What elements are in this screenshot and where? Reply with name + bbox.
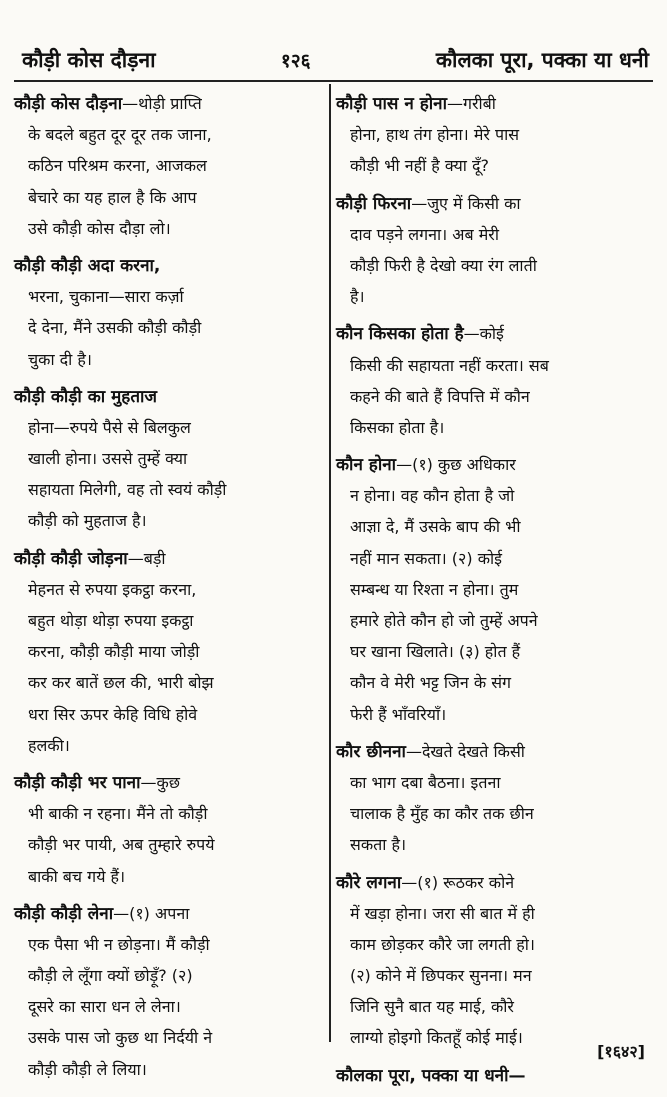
entry-definition-line: मेहनत से रुपया इकट्ठा करना, bbox=[28, 579, 197, 599]
entry-definition-line: घर खाना खिलाते। (३) होत हैं bbox=[350, 642, 521, 662]
entry-definition-line: कौड़ी फिरी है देखो क्या रंग लाती bbox=[350, 255, 537, 275]
entry-first-line bbox=[336, 88, 654, 119]
entry-definition-line: सम्बन्ध या रिश्ता न होना। तुम bbox=[350, 579, 519, 599]
entry-definition-line: सकता है। bbox=[350, 835, 407, 855]
entry-definition-line: कौड़ी भी नहीं है क्या दूँ? bbox=[350, 156, 489, 176]
entry-definition-line: का भाग दबा बैठना। इतना bbox=[350, 772, 501, 792]
entry-headword: कौड़ी कौड़ी का मुहताज bbox=[14, 386, 158, 407]
entry-definition-start: —कुछ bbox=[140, 772, 180, 792]
entry-definition-line: भरना, चुकाना—सारा कर्ज़ा bbox=[28, 287, 184, 307]
header-left-guideword: कौड़ी कोस दौड़ना bbox=[22, 48, 156, 72]
entry-headword: कौड़ी कौड़ी अदा करना, bbox=[14, 255, 161, 276]
dictionary-entry bbox=[336, 449, 654, 730]
dictionary-entry bbox=[336, 88, 654, 182]
entry-headword: कौन होना bbox=[336, 455, 397, 476]
entry-definition-line: में खड़ा होना। जरा सी बात में ही bbox=[350, 903, 535, 923]
entry-definition-line: उसके पास जो कुछ था निर्दयी ने bbox=[28, 1028, 213, 1048]
entry-definition-line: चालाक है मुँह का कौर तक छीन bbox=[350, 804, 534, 824]
entry-definition-line: उसे कौड़ी कोस दौड़ा लो। bbox=[28, 218, 171, 238]
entry-headword: कौन किसका होता है bbox=[336, 324, 464, 345]
entry-definition-line: न होना। वह कौन होता है जो bbox=[350, 486, 515, 506]
entry-definition-line: खाली होना। उससे तुम्हें क्या bbox=[28, 449, 188, 469]
entry-first-line bbox=[336, 1060, 654, 1091]
entry-definition-line: कौड़ी कौड़ी ले लिया। bbox=[28, 1059, 147, 1079]
entry-first-line bbox=[14, 250, 328, 281]
entry-definition-start: —बड़ी bbox=[127, 548, 166, 568]
entry-headword: कौड़ी कौड़ी जोड़ना bbox=[14, 548, 128, 569]
entry-first-line bbox=[336, 867, 654, 898]
entry-definition-line: हलकी। bbox=[28, 735, 70, 755]
entry-headword: कौलका पूरा, पक्का या धनी— bbox=[336, 1065, 526, 1086]
entry-definition-line: (२) कोने में छिपकर सुनना। मन bbox=[350, 966, 532, 986]
entry-definition-line: काम छोड़कर कौरे जा लगती हो। bbox=[350, 934, 535, 954]
entry-definition-start: —गरीबी bbox=[446, 94, 496, 113]
entry-definition-line: दे देना, मैंने उसकी कौड़ी कौड़ी bbox=[28, 318, 202, 338]
entry-definition-line: कहने की बाते हैं विपत्ति में कौन bbox=[350, 386, 530, 406]
entry-headword: कौड़ी कोस दौड़ना bbox=[14, 94, 123, 114]
dictionary-entry bbox=[14, 381, 328, 537]
entry-definition-line: होना, हाथ तंग होना। मेरे पास bbox=[350, 125, 520, 145]
entry-definition-line: बाकी बच गये हैं। bbox=[28, 866, 126, 886]
entry-definition-start: —(१) रूठकर कोने bbox=[401, 872, 515, 892]
entry-definition-start: —कोई bbox=[463, 324, 504, 344]
entry-definition-start: —थोड़ी प्राप्ति bbox=[122, 94, 202, 113]
page-header bbox=[22, 40, 649, 80]
dictionary-entry bbox=[14, 543, 328, 761]
entry-definition-line: चुका दी है। bbox=[28, 349, 92, 369]
entry-first-line bbox=[14, 767, 328, 798]
entry-definition-line: होना—रुपये पैसे से बिलकुल bbox=[28, 417, 191, 437]
dictionary-entry bbox=[14, 898, 328, 1085]
entry-first-line bbox=[14, 381, 328, 412]
page-number: १२६ bbox=[280, 50, 311, 72]
entry-first-line bbox=[14, 898, 328, 929]
entry-definition-line: कौड़ी को मुहताज है। bbox=[28, 511, 147, 531]
dictionary-entry bbox=[14, 88, 328, 244]
entry-definition-line: आज्ञा दे, मैं उसके बाप की भी bbox=[350, 517, 521, 537]
entry-definition-start: —(१) अपना bbox=[113, 903, 190, 923]
entry-definition-line: कौन वे मेरी भट्ट जिन के संग bbox=[350, 673, 512, 693]
entry-first-line bbox=[336, 449, 654, 480]
entry-definition-line: कौड़ी ले लूँगा क्यों छोड़ूँ? (२) bbox=[28, 966, 193, 986]
entry-definition-line: दूसरे का सारा धन ले लेना। bbox=[28, 997, 181, 1017]
entry-definition-line: कौड़ी भर पायी, अब तुम्हारे रुपये bbox=[28, 835, 215, 855]
entry-first-line bbox=[336, 318, 654, 349]
entry-definition-line: करना, कौड़ी कौड़ी माया जोड़ी bbox=[28, 642, 200, 662]
entry-definition-line: कठिन परिश्रम करना, आजकल bbox=[28, 156, 207, 176]
entry-first-line bbox=[14, 543, 328, 574]
entry-first-line bbox=[336, 188, 654, 219]
entry-definition-line: लाग्यो होइगो कितहूँ कोई माई। bbox=[350, 1028, 523, 1048]
column-divider bbox=[329, 84, 331, 1042]
entry-definition-start: —जुए में किसी का bbox=[411, 193, 521, 213]
entry-definition-line: बेचारे का यह हाल है कि आप bbox=[28, 187, 197, 207]
entry-definition-line: एक पैसा भी न छोड़ना। मैं कौड़ी bbox=[28, 934, 210, 954]
entry-definition-line: फेरी हैं भाँवरियाँ। bbox=[350, 704, 447, 724]
dictionary-entry bbox=[336, 318, 654, 443]
entry-headword: कौरे लगना bbox=[336, 872, 402, 893]
entry-definition-line: है। bbox=[350, 287, 365, 307]
dictionary-entry bbox=[336, 188, 654, 313]
entry-definition-start: —(१) कुछ अधिकार bbox=[396, 455, 516, 475]
header-right-guideword: कौलका पूरा, पक्का या धनी bbox=[435, 48, 649, 72]
entry-headword: कौड़ी कौड़ी भर पाना bbox=[14, 772, 141, 793]
dictionary-entry bbox=[14, 250, 328, 375]
entry-first-line bbox=[14, 88, 328, 119]
page-reference: [१६४२] bbox=[597, 1042, 645, 1061]
entry-definition-line: दाव पड़ने लगना। अब मेरी bbox=[350, 224, 499, 244]
entry-definition-line: सहायता मिलेगी, वह तो स्वयं कौड़ी bbox=[28, 480, 227, 500]
entry-definition-line: कर कर बातें छल की, भारी बोझ bbox=[28, 673, 214, 693]
entry-headword: कौड़ी कौड़ी लेना bbox=[14, 903, 114, 924]
entry-definition-line: हमारे होते कौन हो जो तुम्हें अपने bbox=[350, 611, 538, 630]
right-column bbox=[336, 88, 654, 1097]
dictionary-entry bbox=[336, 867, 654, 1054]
entry-definition-line: जिनि सुनै बात यह माई, कौरे bbox=[350, 997, 514, 1017]
entry-definition-line: नहीं मान सकता। (२) कोई bbox=[350, 548, 502, 568]
entry-headword: कौड़ी फिरना bbox=[336, 193, 412, 214]
dictionary-entry bbox=[14, 767, 328, 892]
entry-definition-line: बहुत थोड़ा थोड़ा रुपया इकट्ठा bbox=[28, 611, 194, 630]
header-rule bbox=[14, 80, 653, 82]
entry-definition-start: —देखते देखते किसी bbox=[405, 741, 525, 761]
entry-first-line bbox=[336, 736, 654, 767]
entry-definition-line: किसका होता है। bbox=[350, 417, 445, 437]
entry-definition-line: धरा सिर ऊपर केहि विधि होवे bbox=[28, 704, 198, 724]
left-column bbox=[14, 88, 328, 1091]
entry-definition-line: किसी की सहायता नहीं करता। सब bbox=[350, 355, 549, 375]
entry-definition-line: भी बाकी न रहना। मैंने तो कौड़ी bbox=[28, 804, 208, 824]
entry-definition-line: के बदले बहुत दूर दूर तक जाना, bbox=[28, 125, 212, 145]
dictionary-entry bbox=[336, 736, 654, 861]
entry-headword: कौड़ी पास न होना bbox=[336, 94, 447, 114]
dictionary-entry bbox=[336, 1060, 654, 1091]
entry-headword: कौर छीनना bbox=[336, 741, 406, 762]
